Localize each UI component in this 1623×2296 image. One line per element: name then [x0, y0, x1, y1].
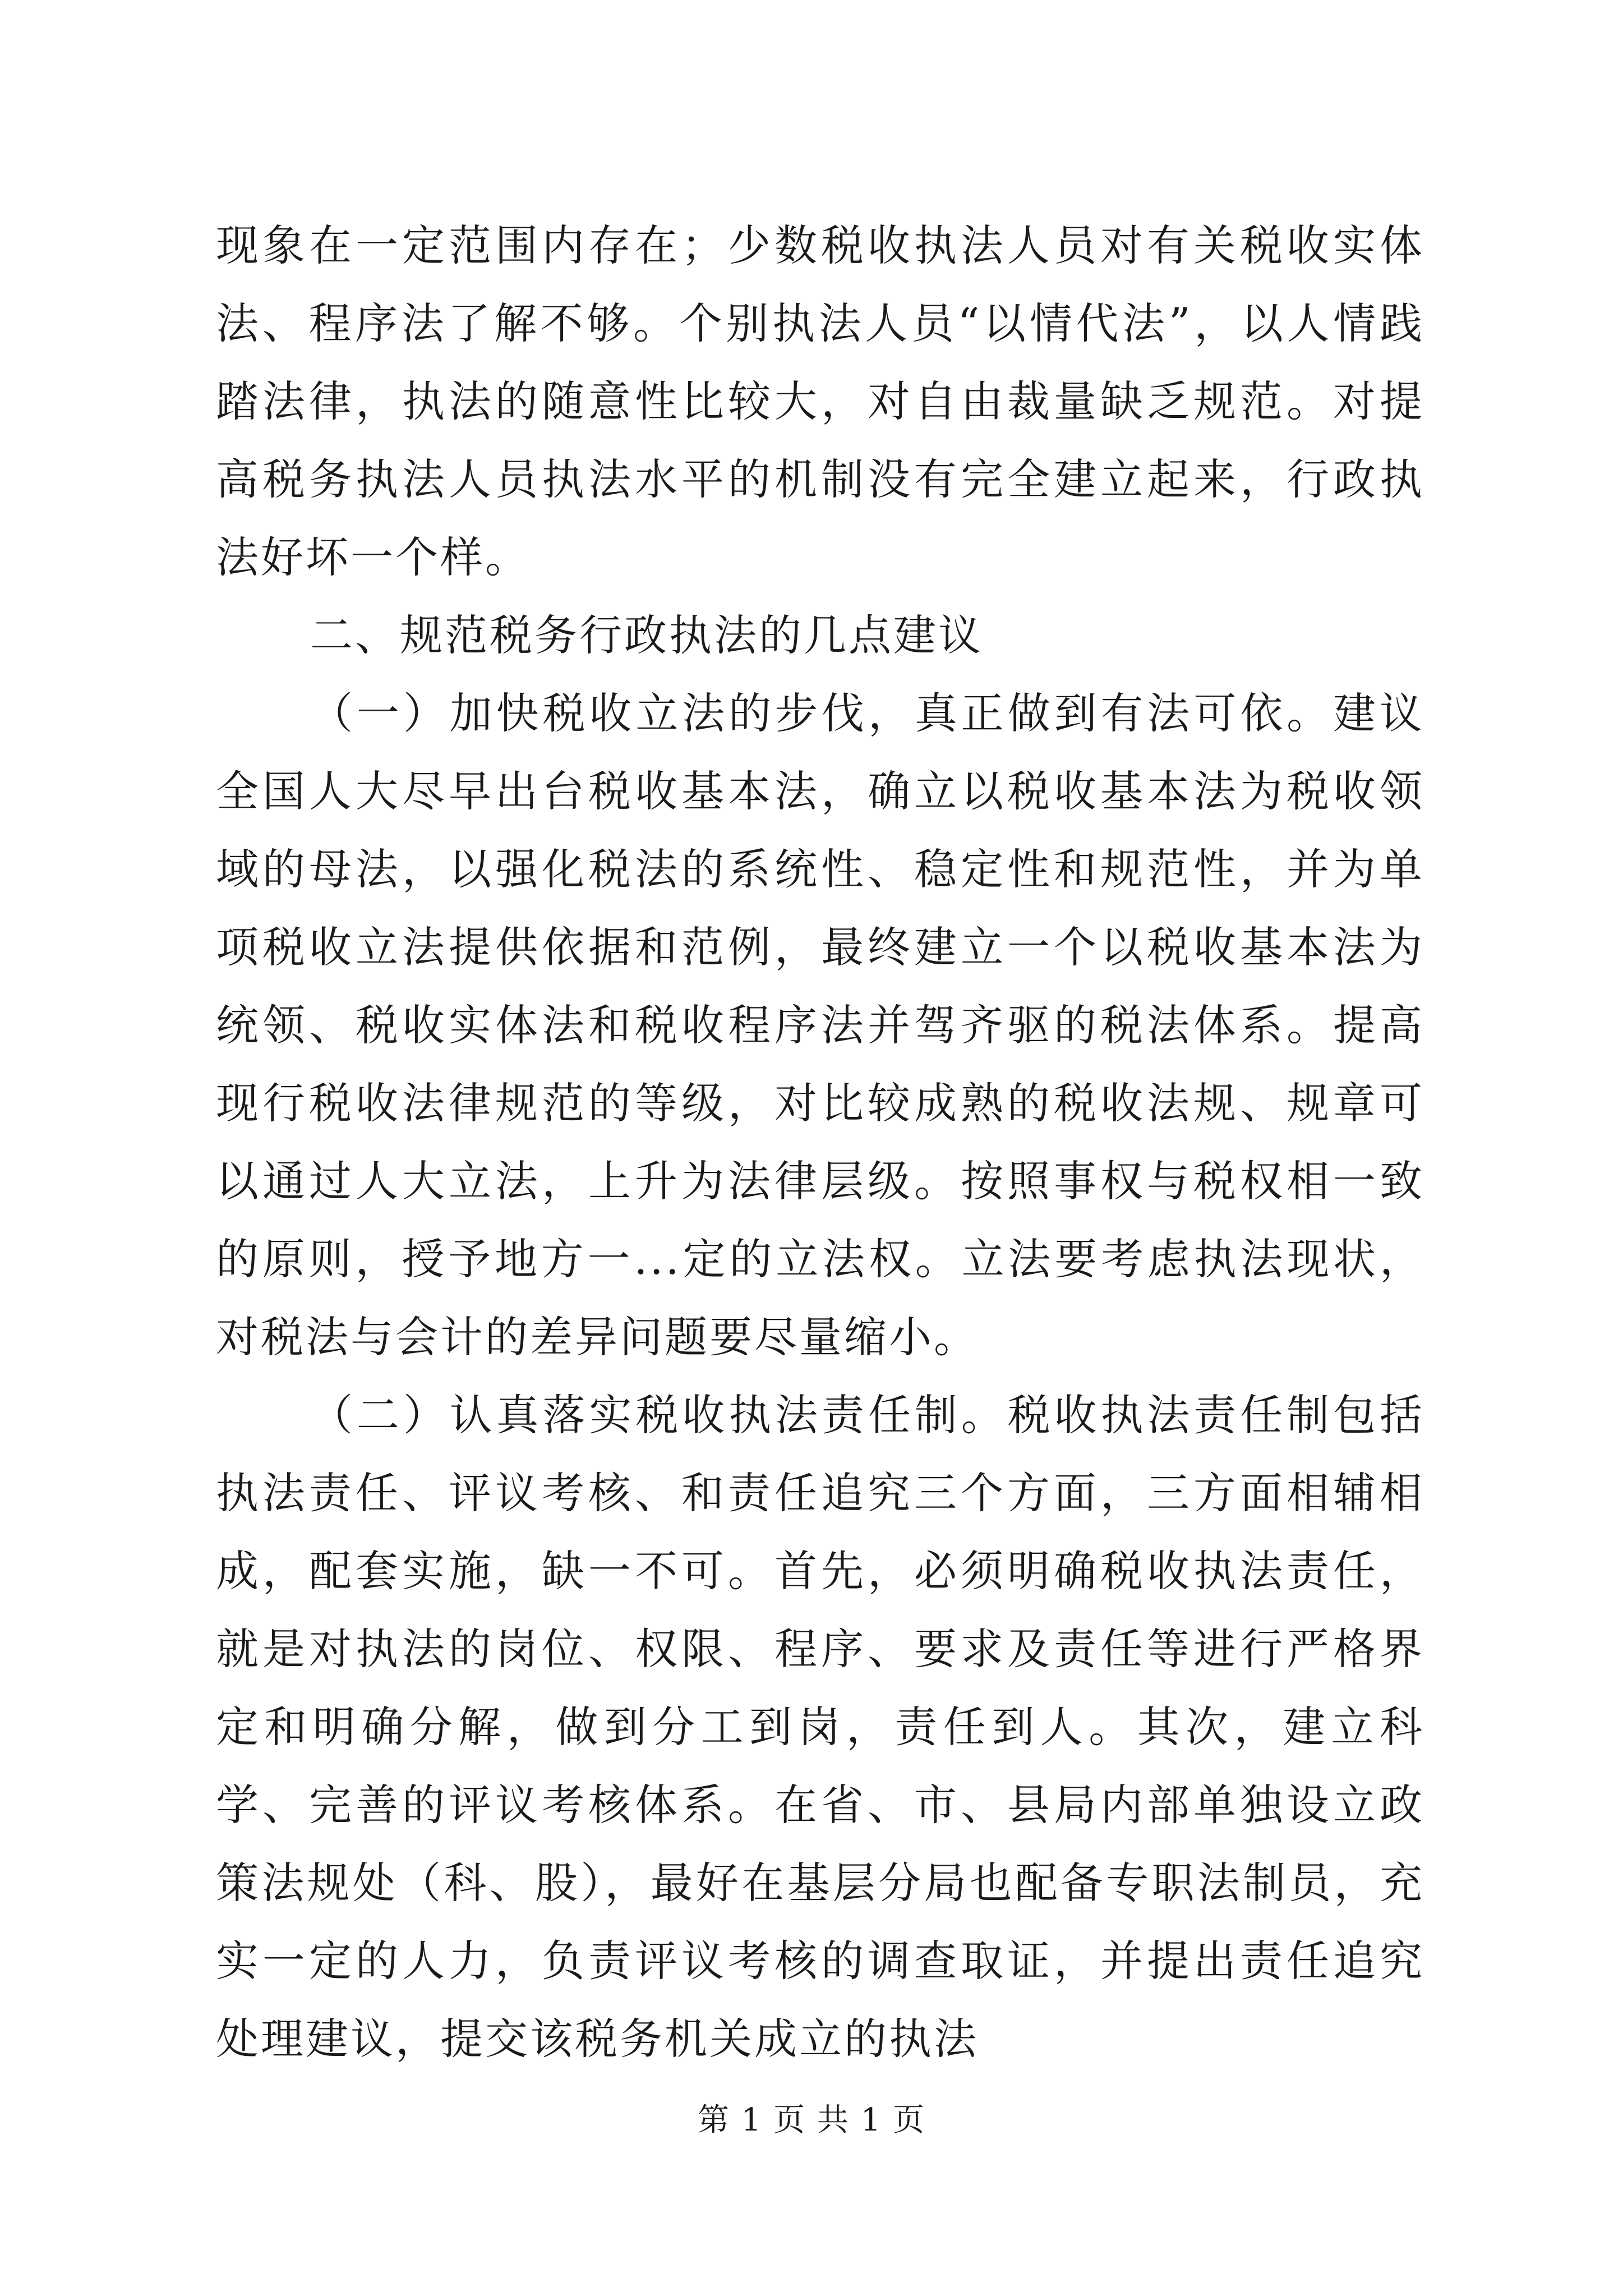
- paragraph-enforcement-responsibility: （二）认真落实税收执法责任制。税收执法责任制包括执法责任、评议考核、和责任追究三个方面，三方面相辅相成，配套实施，缺一不可。首先，必须明确税收执法责任，就是对执法的岗位、权限、程序、要求及责任等进行严格界定和明确分解，做到分工到岗，责任到人。其次，建立科学、完善的评议考核体系。在省、市、县局内部单独设立政策法规处（科、股），最好在基层分局也配备专职法制员，充实一定的人力，负责评议考核的调查取证，并提出责任追究处理建议，提交该税务机关成立的执法: [216, 1390, 1424, 2064]
- page-footer: 第 1 页 共 1 页: [697, 2102, 926, 2138]
- section-heading: 二、规范税务行政执法的几点建议: [310, 610, 983, 660]
- paragraph-tax-legislation: （一）加快税收立法的步伐，真正做到有法可依。建议全国人大尽早出台税收基本法，确立以税收基本法为税收领域的母法，以强化税法的系统性、稳定性和规范性，并为单项税收立法提供依据和范例，最终建立一个以税收基本法为统领、税收实体法和税收程序法并驾齐驱的税法体系。提高现行税收法律规范的等级，对比较成熟的税收法规、规章可以通过人大立法，上升为法律层级。按照事权与税权相一致的原则，授予地方一...定的立法权。立法要考虑执法现状，对税法与会计的差异问题要尽量缩小。: [216, 688, 1424, 1362]
- paragraph-continuation: 现象在一定范围内存在；少数税收执法人员对有关税收实体法、程序法了解不够。个别执法人员“以情代法”，以人情践踏法律，执法的随意性比较大，对自由裁量缺乏规范。对提高税务执法人员执法水平的机制没有完全建立起来，行政执法好坏一个样。: [216, 220, 1424, 582]
- document-body: [216, 206, 1424, 2078]
